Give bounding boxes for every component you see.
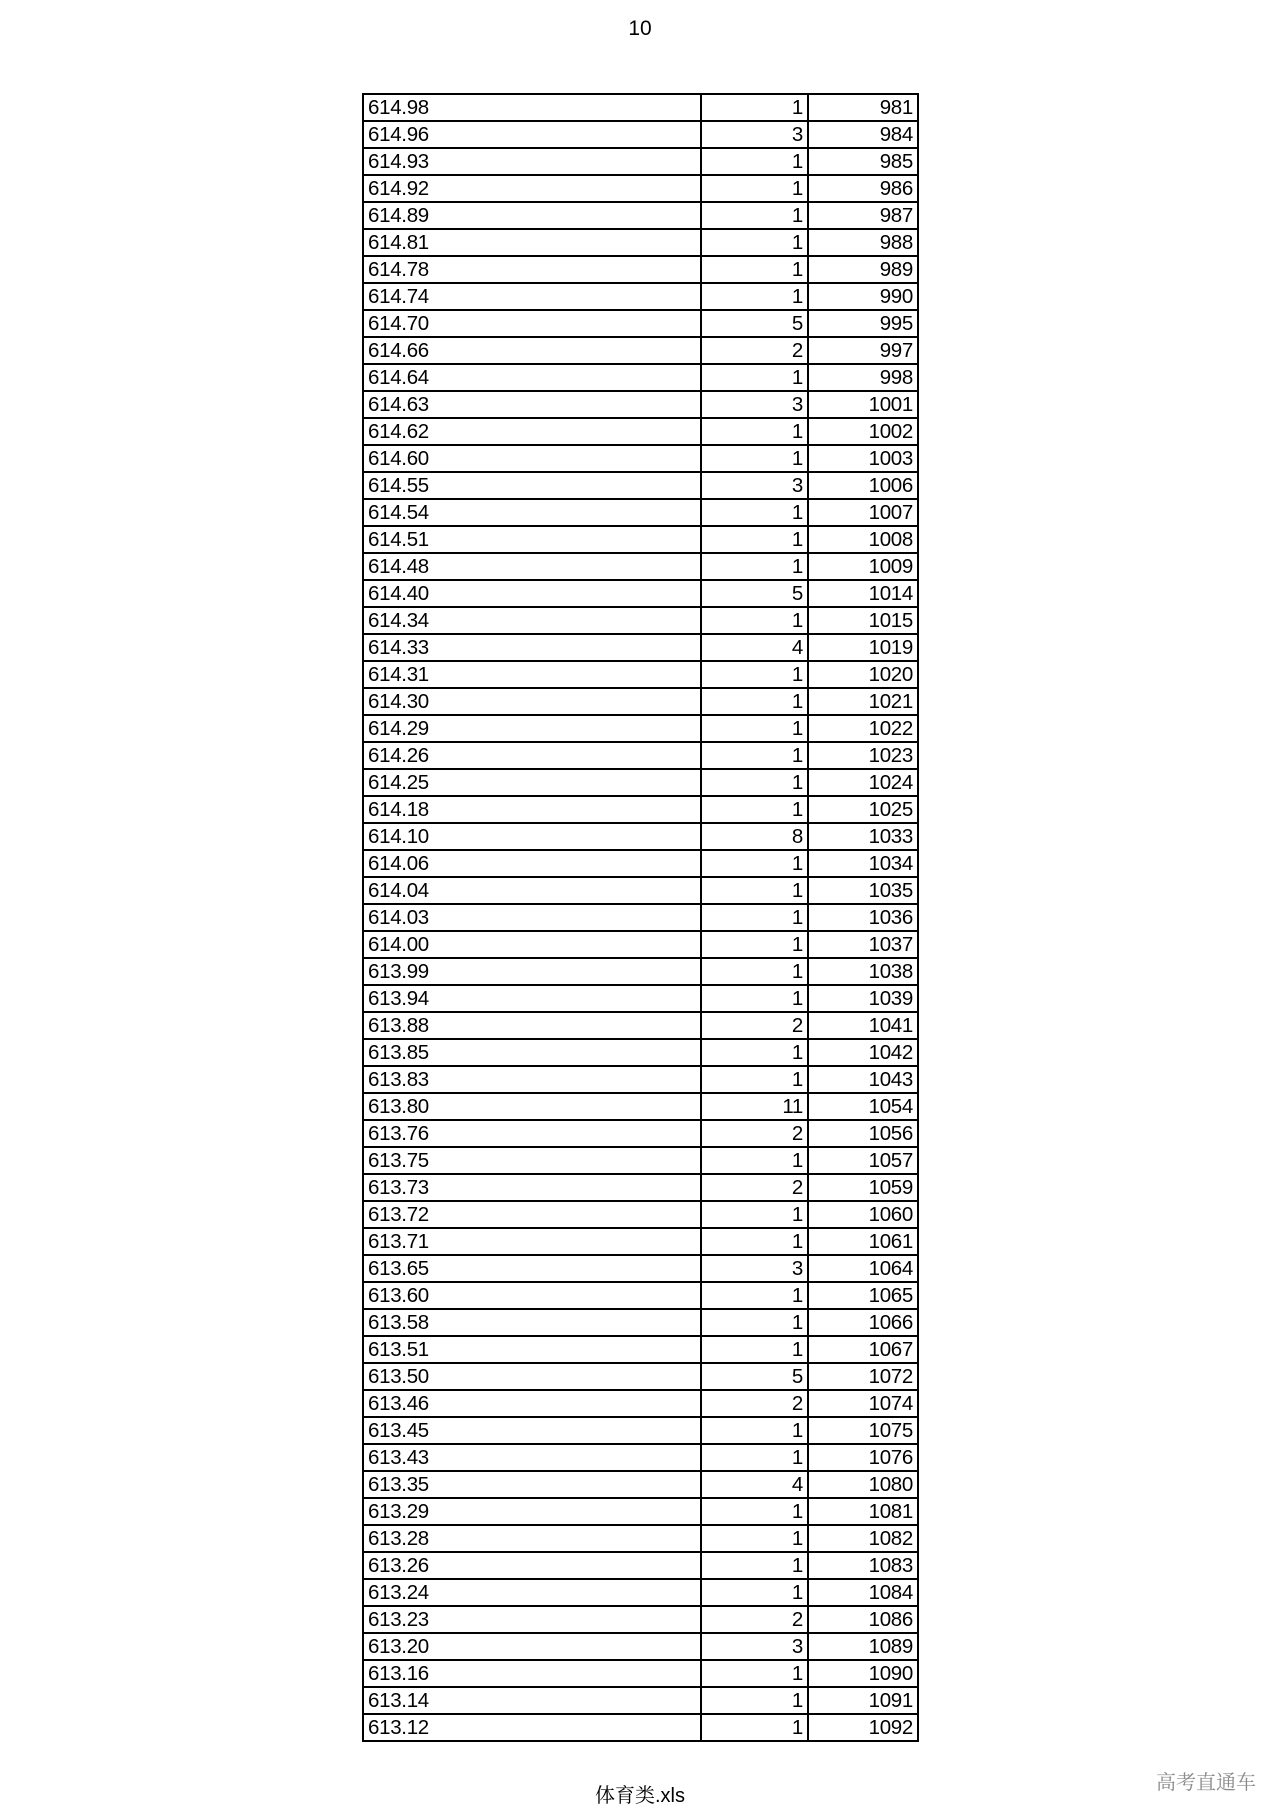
count-cell: 3: [701, 1633, 808, 1660]
score-cell: 614.00: [363, 931, 701, 958]
cumulative-cell: 1056: [868, 1122, 913, 1145]
count-cell: 1: [701, 1525, 808, 1552]
table-row: [363, 1606, 918, 1633]
table-row: [363, 1525, 918, 1552]
cumulative-cell: 1066: [868, 1311, 913, 1334]
score-cell: 614.81: [363, 229, 701, 256]
score-cell: 613.51: [363, 1336, 701, 1363]
score-cell: 614.92: [363, 175, 701, 202]
count-cell: 5: [701, 310, 808, 337]
score-cell: 613.16: [363, 1660, 701, 1687]
cumulative-cell: 1022: [868, 717, 913, 740]
count-cell: 1: [701, 1552, 808, 1579]
cumulative-cell: 1059: [868, 1176, 913, 1199]
cumulative-cell: 1033: [868, 825, 913, 848]
table-row: [363, 526, 918, 553]
table-row: [363, 769, 918, 796]
score-cell: 614.30: [363, 688, 701, 715]
score-cell: 613.46: [363, 1390, 701, 1417]
table-row: [363, 607, 918, 634]
cumulative-cell: 1076: [868, 1446, 913, 1469]
cumulative-cell: 1007: [868, 501, 913, 524]
table-row: [363, 1714, 918, 1741]
table-row: [363, 1336, 918, 1363]
table-row: [363, 850, 918, 877]
cumulative-cell: 1080: [868, 1473, 913, 1496]
count-cell: 1: [701, 1309, 808, 1336]
count-cell: 11: [701, 1093, 808, 1120]
table-row: [363, 418, 918, 445]
score-cell: 613.26: [363, 1552, 701, 1579]
score-cell: 613.58: [363, 1309, 701, 1336]
cumulative-cell: 1023: [868, 744, 913, 767]
table-row: [363, 1444, 918, 1471]
table-row: [363, 634, 918, 661]
count-cell: 2: [701, 1012, 808, 1039]
count-cell: 2: [701, 1606, 808, 1633]
score-cell: 614.96: [363, 121, 701, 148]
score-cell: 613.75: [363, 1147, 701, 1174]
count-cell: 1: [701, 1228, 808, 1255]
cumulative-cell: 1081: [868, 1500, 913, 1523]
cumulative-cell: 1025: [868, 798, 913, 821]
cumulative-cell: 1067: [868, 1338, 913, 1361]
table-row: [363, 1417, 918, 1444]
count-cell: 1: [701, 715, 808, 742]
table-row: [363, 904, 918, 931]
count-cell: 1: [701, 1687, 808, 1714]
count-cell: 5: [701, 580, 808, 607]
table-row: [363, 1498, 918, 1525]
count-cell: 1: [701, 1444, 808, 1471]
table-row: [363, 877, 918, 904]
score-cell: 613.23: [363, 1606, 701, 1633]
cumulative-cell: 1035: [868, 879, 913, 902]
count-cell: 1: [701, 1039, 808, 1066]
table-row: [363, 1012, 918, 1039]
score-cell: 614.55: [363, 472, 701, 499]
count-cell: 2: [701, 337, 808, 364]
score-cell: 614.70: [363, 310, 701, 337]
table-row: [363, 148, 918, 175]
score-cell: 614.03: [363, 904, 701, 931]
cumulative-cell: 1074: [868, 1392, 913, 1415]
table-row: [363, 1660, 918, 1687]
count-cell: 1: [701, 94, 808, 121]
score-cell: 614.10: [363, 823, 701, 850]
cumulative-cell: 984: [879, 123, 913, 146]
table-row: [363, 256, 918, 283]
table-row: [363, 499, 918, 526]
count-cell: 1: [701, 958, 808, 985]
count-cell: 1: [701, 445, 808, 472]
table-row: [363, 1093, 918, 1120]
count-cell: 1: [701, 418, 808, 445]
table-row: [363, 175, 918, 202]
score-cell: 613.80: [363, 1093, 701, 1120]
score-table-body: [363, 94, 918, 1741]
page-number: 10: [628, 17, 652, 40]
count-cell: 1: [701, 661, 808, 688]
cumulative-cell: 997: [879, 339, 913, 362]
cumulative-cell: 1043: [868, 1068, 913, 1091]
score-cell: 614.89: [363, 202, 701, 229]
table-row: [363, 1363, 918, 1390]
score-cell: 614.40: [363, 580, 701, 607]
cumulative-cell: 981: [879, 96, 913, 119]
score-cell: 613.71: [363, 1228, 701, 1255]
table-row: [363, 661, 918, 688]
count-cell: 1: [701, 796, 808, 823]
table-row: [363, 337, 918, 364]
count-cell: 2: [701, 1120, 808, 1147]
score-cell: 614.34: [363, 607, 701, 634]
count-cell: 1: [701, 256, 808, 283]
cumulative-cell: 1001: [868, 393, 913, 416]
cumulative-cell: 1082: [868, 1527, 913, 1550]
cumulative-cell: 1065: [868, 1284, 913, 1307]
count-cell: 1: [701, 904, 808, 931]
table-row: [363, 1282, 918, 1309]
score-cell: 614.48: [363, 553, 701, 580]
cumulative-cell: 1084: [868, 1581, 913, 1604]
score-cell: 613.85: [363, 1039, 701, 1066]
score-cell: 614.18: [363, 796, 701, 823]
count-cell: 3: [701, 472, 808, 499]
table-row: [363, 715, 918, 742]
count-cell: 1: [701, 1336, 808, 1363]
table-row: [363, 1228, 918, 1255]
count-cell: 1: [701, 1660, 808, 1687]
table-row: [363, 1309, 918, 1336]
count-cell: 1: [701, 283, 808, 310]
score-cell: 613.29: [363, 1498, 701, 1525]
score-cell: 613.20: [363, 1633, 701, 1660]
cumulative-cell: 1042: [868, 1041, 913, 1064]
table-row: [363, 985, 918, 1012]
count-cell: 3: [701, 1255, 808, 1282]
score-cell: 614.74: [363, 283, 701, 310]
score-cell: 613.43: [363, 1444, 701, 1471]
table-row: [363, 283, 918, 310]
table-row: [363, 1066, 918, 1093]
count-cell: 1: [701, 499, 808, 526]
score-cell: 613.14: [363, 1687, 701, 1714]
cumulative-cell: 1019: [868, 636, 913, 659]
table-row: [363, 1201, 918, 1228]
table-row: [363, 202, 918, 229]
count-cell: 3: [701, 391, 808, 418]
cumulative-cell: 986: [879, 177, 913, 200]
count-cell: 1: [701, 1417, 808, 1444]
cumulative-cell: 987: [879, 204, 913, 227]
cumulative-cell: 1092: [868, 1716, 913, 1739]
cumulative-cell: 1024: [868, 771, 913, 794]
count-cell: 5: [701, 1363, 808, 1390]
score-cell: 614.25: [363, 769, 701, 796]
count-cell: 1: [701, 364, 808, 391]
score-cell: 613.60: [363, 1282, 701, 1309]
count-cell: 1: [701, 526, 808, 553]
table-row: [363, 1147, 918, 1174]
count-cell: 1: [701, 985, 808, 1012]
cumulative-cell: 1036: [868, 906, 913, 929]
score-cell: 614.51: [363, 526, 701, 553]
table-row: [363, 580, 918, 607]
cumulative-cell: 995: [879, 312, 913, 335]
table-row: [363, 1471, 918, 1498]
count-cell: 1: [701, 175, 808, 202]
table-row: [363, 1687, 918, 1714]
cumulative-cell: 1061: [868, 1230, 913, 1253]
cumulative-cell: 1086: [868, 1608, 913, 1631]
table-row: [363, 1255, 918, 1282]
score-cell: 614.62: [363, 418, 701, 445]
table-row: [363, 1120, 918, 1147]
table-row: [363, 94, 918, 121]
count-cell: 1: [701, 877, 808, 904]
score-cell: 613.12: [363, 1714, 701, 1741]
count-cell: 1: [701, 1579, 808, 1606]
cumulative-cell: 1090: [868, 1662, 913, 1685]
score-cell: 613.24: [363, 1579, 701, 1606]
score-cell: 614.66: [363, 337, 701, 364]
table-row: [363, 472, 918, 499]
cumulative-cell: 1060: [868, 1203, 913, 1226]
cumulative-cell: 1034: [868, 852, 913, 875]
score-cell: 613.28: [363, 1525, 701, 1552]
count-cell: 1: [701, 202, 808, 229]
cumulative-cell: 1021: [868, 690, 913, 713]
cumulative-cell: 1037: [868, 933, 913, 956]
count-cell: 1: [701, 607, 808, 634]
table-row: [363, 688, 918, 715]
cumulative-cell: 989: [879, 258, 913, 281]
cumulative-cell: 1006: [868, 474, 913, 497]
table-row: [363, 823, 918, 850]
score-cell: 613.45: [363, 1417, 701, 1444]
table-row: [363, 1633, 918, 1660]
count-cell: 3: [701, 121, 808, 148]
table-row: [363, 229, 918, 256]
watermark: 高考直通车: [1156, 1772, 1256, 1794]
score-cell: 613.88: [363, 1012, 701, 1039]
score-cell: 614.26: [363, 742, 701, 769]
cumulative-cell: 1083: [868, 1554, 913, 1577]
score-cell: 614.06: [363, 850, 701, 877]
table-row: [363, 553, 918, 580]
score-table: [362, 93, 919, 1742]
cumulative-cell: 1041: [868, 1014, 913, 1037]
cumulative-cell: 985: [879, 150, 913, 173]
count-cell: 1: [701, 229, 808, 256]
score-cell: 614.33: [363, 634, 701, 661]
count-cell: 1: [701, 850, 808, 877]
score-cell: 613.83: [363, 1066, 701, 1093]
score-cell: 613.94: [363, 985, 701, 1012]
count-cell: 4: [701, 1471, 808, 1498]
table-row: [363, 742, 918, 769]
count-cell: 2: [701, 1390, 808, 1417]
count-cell: 1: [701, 931, 808, 958]
score-cell: 613.73: [363, 1174, 701, 1201]
score-cell: 614.78: [363, 256, 701, 283]
cumulative-cell: 1002: [868, 420, 913, 443]
score-cell: 614.93: [363, 148, 701, 175]
score-cell: 614.31: [363, 661, 701, 688]
cumulative-cell: 1075: [868, 1419, 913, 1442]
cumulative-cell: 1064: [868, 1257, 913, 1280]
score-cell: 614.04: [363, 877, 701, 904]
table-row: [363, 364, 918, 391]
cumulative-cell: 1054: [868, 1095, 913, 1118]
cumulative-cell: 990: [879, 285, 913, 308]
count-cell: 1: [701, 1066, 808, 1093]
cumulative-cell: 1008: [868, 528, 913, 551]
cumulative-cell: 988: [879, 231, 913, 254]
count-cell: 1: [701, 742, 808, 769]
score-cell: 613.50: [363, 1363, 701, 1390]
table-row: [363, 1174, 918, 1201]
table-row: [363, 1390, 918, 1417]
file-name: 体育类.xls: [595, 1785, 685, 1807]
score-cell: 614.63: [363, 391, 701, 418]
count-cell: 1: [701, 1282, 808, 1309]
score-cell: 613.72: [363, 1201, 701, 1228]
score-cell: 613.35: [363, 1471, 701, 1498]
score-cell: 614.98: [363, 94, 701, 121]
score-cell: 613.76: [363, 1120, 701, 1147]
score-cell: 614.29: [363, 715, 701, 742]
count-cell: 1: [701, 553, 808, 580]
cumulative-cell: 1091: [868, 1689, 913, 1712]
count-cell: 8: [701, 823, 808, 850]
cumulative-cell: 1039: [868, 987, 913, 1010]
score-cell: 614.64: [363, 364, 701, 391]
cumulative-cell: 1038: [868, 960, 913, 983]
score-cell: 613.99: [363, 958, 701, 985]
cumulative-cell: 1003: [868, 447, 913, 470]
table-row: [363, 958, 918, 985]
count-cell: 1: [701, 1498, 808, 1525]
table-row: [363, 1552, 918, 1579]
score-cell: 614.60: [363, 445, 701, 472]
score-cell: 613.65: [363, 1255, 701, 1282]
cumulative-cell: 1015: [868, 609, 913, 632]
table-row: [363, 310, 918, 337]
table-row: [363, 391, 918, 418]
count-cell: 1: [701, 688, 808, 715]
table-row: [363, 1039, 918, 1066]
count-cell: 1: [701, 1147, 808, 1174]
cumulative-cell: 1020: [868, 663, 913, 686]
score-cell: 614.54: [363, 499, 701, 526]
cumulative-cell: 998: [879, 366, 913, 389]
table-row: [363, 445, 918, 472]
count-cell: 1: [701, 1201, 808, 1228]
table-row: [363, 121, 918, 148]
table-row: [363, 796, 918, 823]
count-cell: 4: [701, 634, 808, 661]
table-row: [363, 1579, 918, 1606]
count-cell: 1: [701, 1714, 808, 1741]
count-cell: 1: [701, 769, 808, 796]
cumulative-cell: 1089: [868, 1635, 913, 1658]
count-cell: 2: [701, 1174, 808, 1201]
count-cell: 1: [701, 148, 808, 175]
table-row: [363, 931, 918, 958]
cumulative-cell: 1072: [868, 1365, 913, 1388]
cumulative-cell: 1057: [868, 1149, 913, 1172]
cumulative-cell: 1014: [868, 582, 913, 605]
cumulative-cell: 1009: [868, 555, 913, 578]
